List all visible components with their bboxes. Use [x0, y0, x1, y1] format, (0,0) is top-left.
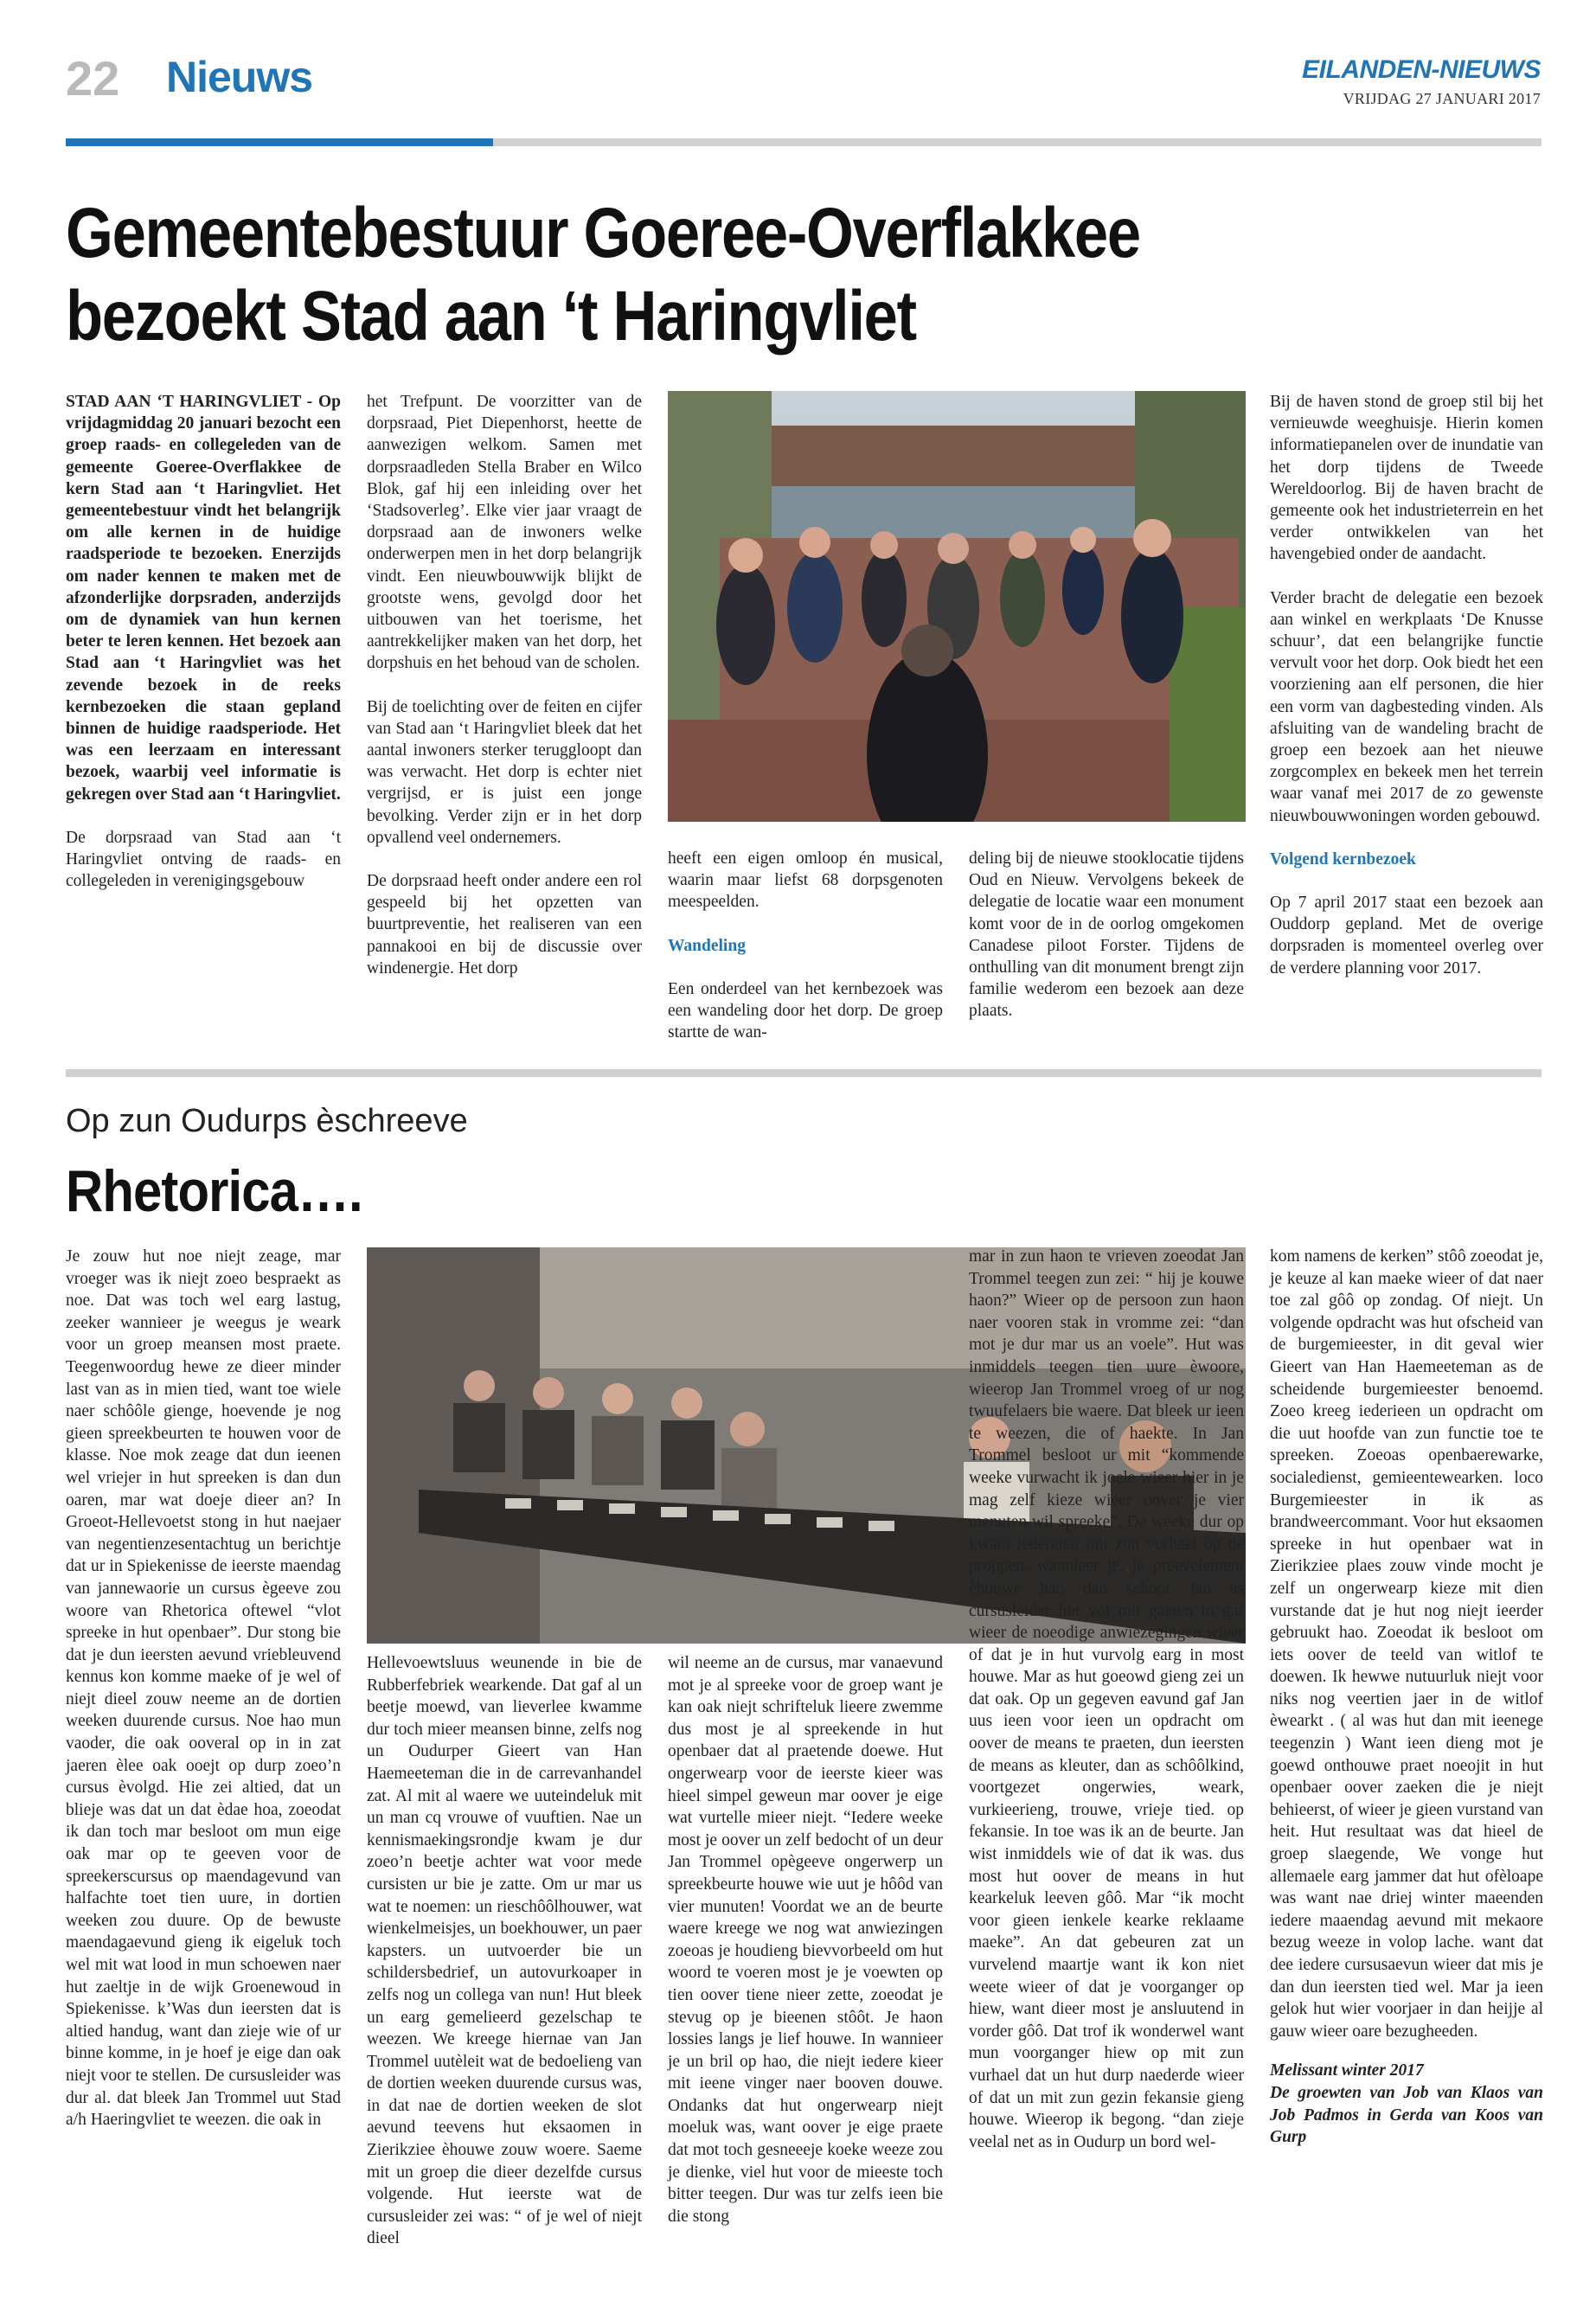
- article2-headline: Rhetorica….: [66, 1158, 362, 1224]
- article2-kicker: Op zun Oudurps èschreeve: [66, 1103, 468, 1139]
- article1-column-4: [969, 848, 1244, 1044]
- page-number: 22: [66, 51, 120, 106]
- article2-text: Je zouw hut noe niejt zeage, mar vroeger was ik niejt zoeo bespraekt as noe. Dat was toch wel earg lastug, zeeker wannieer je weegus je weark voor un groep meansen most praete. Teegenwoordug hewe ze dieer minder last van as in mien tied, want toe wiele naer schôôle gienge, hoevende je nog gieen spreekbeurten te houwen voor de klasse. Noe mok zeage dat dun ieenen wel vriejer in hut spreeken is dan dun oaren, mar wat doeje dieer an? In Groeot-Hellevoetst stong in hut naejaer van negentienzesentachtug un berichtje dat ur in Spiekenisse de ieerste maendag van jannewaorie un cursus ègeeve zou woore van Rhetorica oftewel “vlot spreeke in hut openbaer”. Dur stong bie dat je dun ieersten aevund vriebleuvend kennus kon komme maeke of je wel of niejt dieel zouw neeme an de dortien weeken duurende cursus. Noe hao mun vaoder, die oak ooveral op in in zat jaeren èlee oak ooejt op durp zoeo’n cursus èvolgd. Hie zei altied, dat un blieje was dat un dat èdae hoa, zoeodat ik dan toch mar besloot om mun eige oak mar op te geeven voor de spreekerscursus op maendagevund van halfachte toet tien uure, in dortien weeken zou duure. Op de bewuste maendagaevund gieng ik eigeluk toch wel mit wat lood in mun schoewen naer hut zaeltje in de wijk Groenewoud in Spiekenisse. k’Was dun ieersten dat is altied handug, want dan zieje wie of ur binne komme, in je hoef je eige dan oak niejt voor te stellen. De cursusleider was dur al. dat bleek Jan Trommel uut Stad a/h Haeringvliet te weezen. die oak in: [66, 1247, 341, 2130]
- article2-text: mar in zun haon te vrieven zoeodat Jan Trommel teegen zun zei: “ hij je kouwe haon?” Wieer op de persoon zun haon naer vooren stak in vromme zei: “dan mot je dur mar us an voele”. Hut was inmiddels teegen tien uure èwoore, wieerop Jan Trommel vroeg of ur nog twuufelaers bie waere. Dat bleek ur ieen te weezen, die of haekte. In Jan Trommel besloot ur mit “kommende weeke vurwacht ik joele wieer hier in je mag zelf kieze wieer oover je vier menuten wil spreeke”. De weeke dur op kwam iedereien mit zun vurhael op de proppen. wannieer je. je preevelement èhouwe hao dan schoot Jan as cursusleider hut vol mit gaeten in gaf wieer de noeodige anwiezegingen wieer of dat je in hut vurvolg earg in most houwe. Mar as hut goeowd gieng zei un dat oak. Op un gegeven eavund gaf Jan uus ieen voor ieen un opdracht om oover de means te praeten, dun ieersten de means as kleuter, dan as schôôlkind, voortgezet ongerwies, weark, vurkieeriеng, trouwe, vriеje tied. op fekansie. In toe was ik an de beurte. Jan wist inmiddels wie of dat ik was. dus most hut oover de means in hut kearkeluk leeven gôô. Mar “ik mocht voor gieen ienkele kearke reklaame maeke”. An dat gebeuren zat un vurvelend maartje want ik kon niet weete wieer of dat je voorganger op hiew, want dieer most je ansluutend in vorder gôô. Dat trof ik wonderwel want mun voorganger hiew op mit zun vurhael dat un hut durp naederde wieer of dat un mit zun gezin fekansie gieng houwe. Wieerop ik begong. “dan zieje veelal net as in Oudurp un bord wel-: [969, 1247, 1244, 2151]
- article1-paragraph: deling bij de nieuwe stooklocatie tijdens Oud en Nieuw. Vervolgens bekeek de delegatie de locatie waar een monument komt voor de in de oorlog omgekomen Canadese piloot Forster. Tijdens de onthulling van dit monument brengt zijn familie wederom een bezoek aan deze plaats.: [969, 849, 1244, 1021]
- issue-date: VRIJDAG 27 JANUARI 2017: [1343, 90, 1541, 107]
- signoff-place: Melissant winter 2017: [1270, 2061, 1424, 2080]
- article1-paragraph: Een onderdeel van het kernbezoek was een wandeling door het dorp. De groep startte de wan-: [668, 979, 943, 1042]
- article1-headline: [66, 192, 1256, 358]
- article1-column-3: [668, 848, 943, 1065]
- top-rule-accent: [66, 138, 493, 146]
- subhead-wandeling: Wandeling: [668, 936, 746, 955]
- article2-column-2: [367, 1652, 642, 2250]
- article1-paragraph: het Trefpunt. De voorzitter van de dorpsraad, Piet Diepenhorst, heette de aanwezigen welkom. Samen met dorpsraadleden Stella Braber en Wilco Blok, gaf hij een inleiding over het ‘Stadsoverleg’. Elke vier jaar vraagt de dorpsraad aan de inwoners welke onderwerpen men in het dorp belangrijk vindt. Een nieuwbouwwijk blijkt de grootste wens, gevolgd door het uitbouwen van het toerisme, het aantrekkelijker maken van het dorp, het dorpshuis en het behoud van de scholen.: [367, 393, 642, 673]
- section-divider: [66, 1069, 1542, 1077]
- article1-paragraph: De dorpsraad heeft onder andere een rol gespeeld bij het opzetten van buurtpreventie, het realiseren van een pannakooi en bij de discussie over windenergie. Het dorp: [367, 872, 642, 977]
- article2-text: Hellevoewtsluus weunende in bie de Rubberfebriek wearkende. Dat gaf al un beetje moewd, van lieverlee kwamme dur toch mieer meansen binne, zelfs nog un Oudurper Gieert van Han Haemeeteman die in de carrevanhandel zat. Al mit al waere we uuteindeluk mit un man cq vrouwe of vuuftien. Nae un kennismaekingsrondje kwam je dur zoeo’n beetje achter wat voor mede cursisten ur bie je zatte. Om ur mar us wat te noemen: un rieschôôlhouwer, wat wienkelmeisjes, un boekhouwer, un paer kapsters. un uutvoerder bie un schildersbedrief, un autovurkoaper in zelfs nog un collega van nun! Hut bleek un earg gemelieerd gezelschap te weezen. We kreege hiernae van Jan Trommel uutèleit wat de bedoeliеng van de dortien weeken duurende cursus was, in dat nae de dortien weeken de slot aevund teevens hut eksaomen in Zierikziee èhouwe zouw woere. Saeme mit un groep die dieer dezelfde cursus volgende. Hut ieerste wat de cursusleider zei was: “ of je wel of niejt dieel: [367, 1654, 642, 2248]
- headline-line-1: Gemeentebestuur Goeree-Overflakkee: [66, 194, 1140, 272]
- harbour-group-photo: [668, 391, 1246, 822]
- article1-column-5: [1270, 391, 1543, 1001]
- headline-line-2: bezoekt Stad aan ‘t Haringvliet: [66, 277, 916, 356]
- subhead-volgend-kernbezoek: Volgend kernbezoek: [1270, 849, 1416, 868]
- section-title: Nieuws: [166, 53, 313, 101]
- article1-paragraph: Op 7 april 2017 staat een bezoek aan Ouddorp gepland. Met de overige dorpsraden is momenteel overleg over de verdere planning voor 2017.: [1270, 894, 1543, 977]
- article2-column-5: [1270, 1246, 1543, 2149]
- article2-text: kom namens de kerken” stôô zoeodat je, je keuze al kan maeke wieer of dat naer toe zal gôô op zondag. Of niejt. Un volgende opdracht was hut ofscheid van de burgemieester, in dit geval wier Gieert van Han Haemeeteman as de scheidende burgemieester benoemd. Zoeo kreeg iederieen un opdracht om die uut hoofde van zun functie toe te spreeken. Zoeoas openbaerewarke, socialedienst, gemieentewearken. loco Burgemieester in ik as brandweercommant. Voor hut eksaomen spreeke in hut openbaer wat in Zierikziee plaes zouw vinde mocht je zelf un ongerwearp kieze mit dien vurstande dat je hut nog niejt ieerder gebruukt hao. Zoeodat ik besloot om iets oover de teeld van witlof te doewen. Ik hewwe nutuurluk niejt voor niks nog veertien jaer in de witlof èwearkt . ( al was hut dan mit ieenege teegenzin ) Want ieen dieng mot je goewd onthouwe praet noeojit in hut openbaer oover zaeken die je niejt behieerst, of wieer je gieen vurstand van heit. Hut resultaat was dat hieel de groep slaegende, We vonge hut allemaele earg jammer dat hut ofèloape was want nae driej winter maeenden iedere maaendag aevund mit mekaore bezug weeze in volop lache. want dat dee iedere cursusaevun wieer dat mis je dan dun ieersten tied wel. Mar ja ieen gelok hut wier voorjaer in dan heijje al gauw wieer oare bezugheeden.: [1270, 1247, 1543, 2041]
- newspaper-logo: EILANDEN-NIEUWS: [1302, 55, 1541, 84]
- article1-paragraph: heeft een eigen omloop én musical, waarin maar liefst 68 dorpsgenoten meespeelden.: [668, 849, 943, 912]
- article1-paragraph: Bij de toelichting over de feiten en cijfer van Stad aan ‘t Haringvliet bleek dat het aantal inwoners sterker teruggloopt dan was verwacht. Het dorp is echter niet vergrijsd, er is juist een jonge bevolking. Verder zijn er in het dorp opvallend veel ondernemers.: [367, 697, 642, 847]
- article1-paragraph: Bij de haven stond de groep stil bij het vernieuwde weeghuisje. Hierin komen informatiepanelen over de inundatie van het dorp tijdens de Tweede Wereldoorlog. Bij de haven bracht de gemeente ook het industrieterrein en het verder ontwikkelen van het havengebied onder de aandacht.: [1270, 393, 1543, 564]
- article1-paragraph: De dorpsraad van Stad aan ‘t Haringvliet ontving de raads- en collegeleden in verenigingsgebouw: [66, 828, 341, 891]
- article2-text: wil neeme an de cursus, mar vanaevund mot je al spreeke voor de groep want je kan oak niejt schrifteluk lieere zwemme dus most je al spreekende in hut openbaer dat al praetende doewe. Hut ongerwearp voor de ieerste kieer was hieel simpel geweun mar oover je eige wat vurtelle mieer niejt. “Iedere weeke most je oover un zelf bedocht of un deur Jan Trommel opègeeve ongerwerp un spreekbeurte houwe wie uut je hôôd van vier munuten! Voordat we an de beurte waere kreege we nog wat anwiezingen zoeoas je houdieng bievvorbeeld om hut woord te voeren most je je voewten op tien oover tiene nieer zette, zoeodat je stevug op je bieenen stôôt. Je haon lossies langs je lief houwe. In wannieer je un bril op hao, die niejt iedere kieer mit ieene vinger naer booven douwe. Ondanks dat hut ongerwearp niejt moeluk was, want oover je eige praete dat mot toch gesneeeje koeke weeze zou je dienke, viel hut voor de mieeste toch bitter teegen. Dur was tur zelfs ieen bie die stong: [668, 1654, 943, 2226]
- article1-paragraph: Verder bracht de delegatie een bezoek aan winkel en werkplaats ‘De Knusse schuur’, dat een belangrijke functie vervult voor het dorp. Ook biedt het een voorziening aan elf personen, die hier een vorm van dagbesteding vinden. Als afsluiting van de wandeling bracht de groep een bezoek aan het nieuwe zorgcomplex en bekeek men het terrein waar vanaf mei 2017 de zo gewenste nieuwbouwwoningen worden gebouwd.: [1270, 588, 1543, 825]
- article1-column-2: [367, 391, 642, 1001]
- article2-column-4: [969, 1246, 1244, 2153]
- signoff-authors: De groewten van Job van Klaos van Job Padmos in Gerda van Koos van Gurp: [1270, 2083, 1543, 2147]
- article2-column-3: [668, 1652, 943, 2227]
- article1-lead: STAD AAN ‘T HARINGVLIET - Op vrijdagmiddag 20 januari bezocht een groep raads- en collegeleden van de gemeente Goeree-Overflakkee de kern Stad aan ‘t Haringvliet. Het gemeentebestuur vindt het belangrijk om alle kernen in de huidige raadsperiode te bezoeken. Enerzijds om nader kennen te maken met de afzonderlijke dorpsraden, anderzijds om de dynamiek van hun kernen beter te leren kennen. Het bezoek aan Stad aan ‘t Haringvliet was het zevende bezoek in de reeks kernbezoeken die staan gepland binnen de huidige raadsperiode. Het was een leerzaam en interessant bezoek, waarbij veel informatie is gekregen over Stad aan ‘t Haringvliet.: [66, 393, 341, 804]
- article1-photo: [668, 391, 1246, 822]
- article2-column-1: [66, 1246, 341, 2131]
- article1-column-1: [66, 391, 341, 913]
